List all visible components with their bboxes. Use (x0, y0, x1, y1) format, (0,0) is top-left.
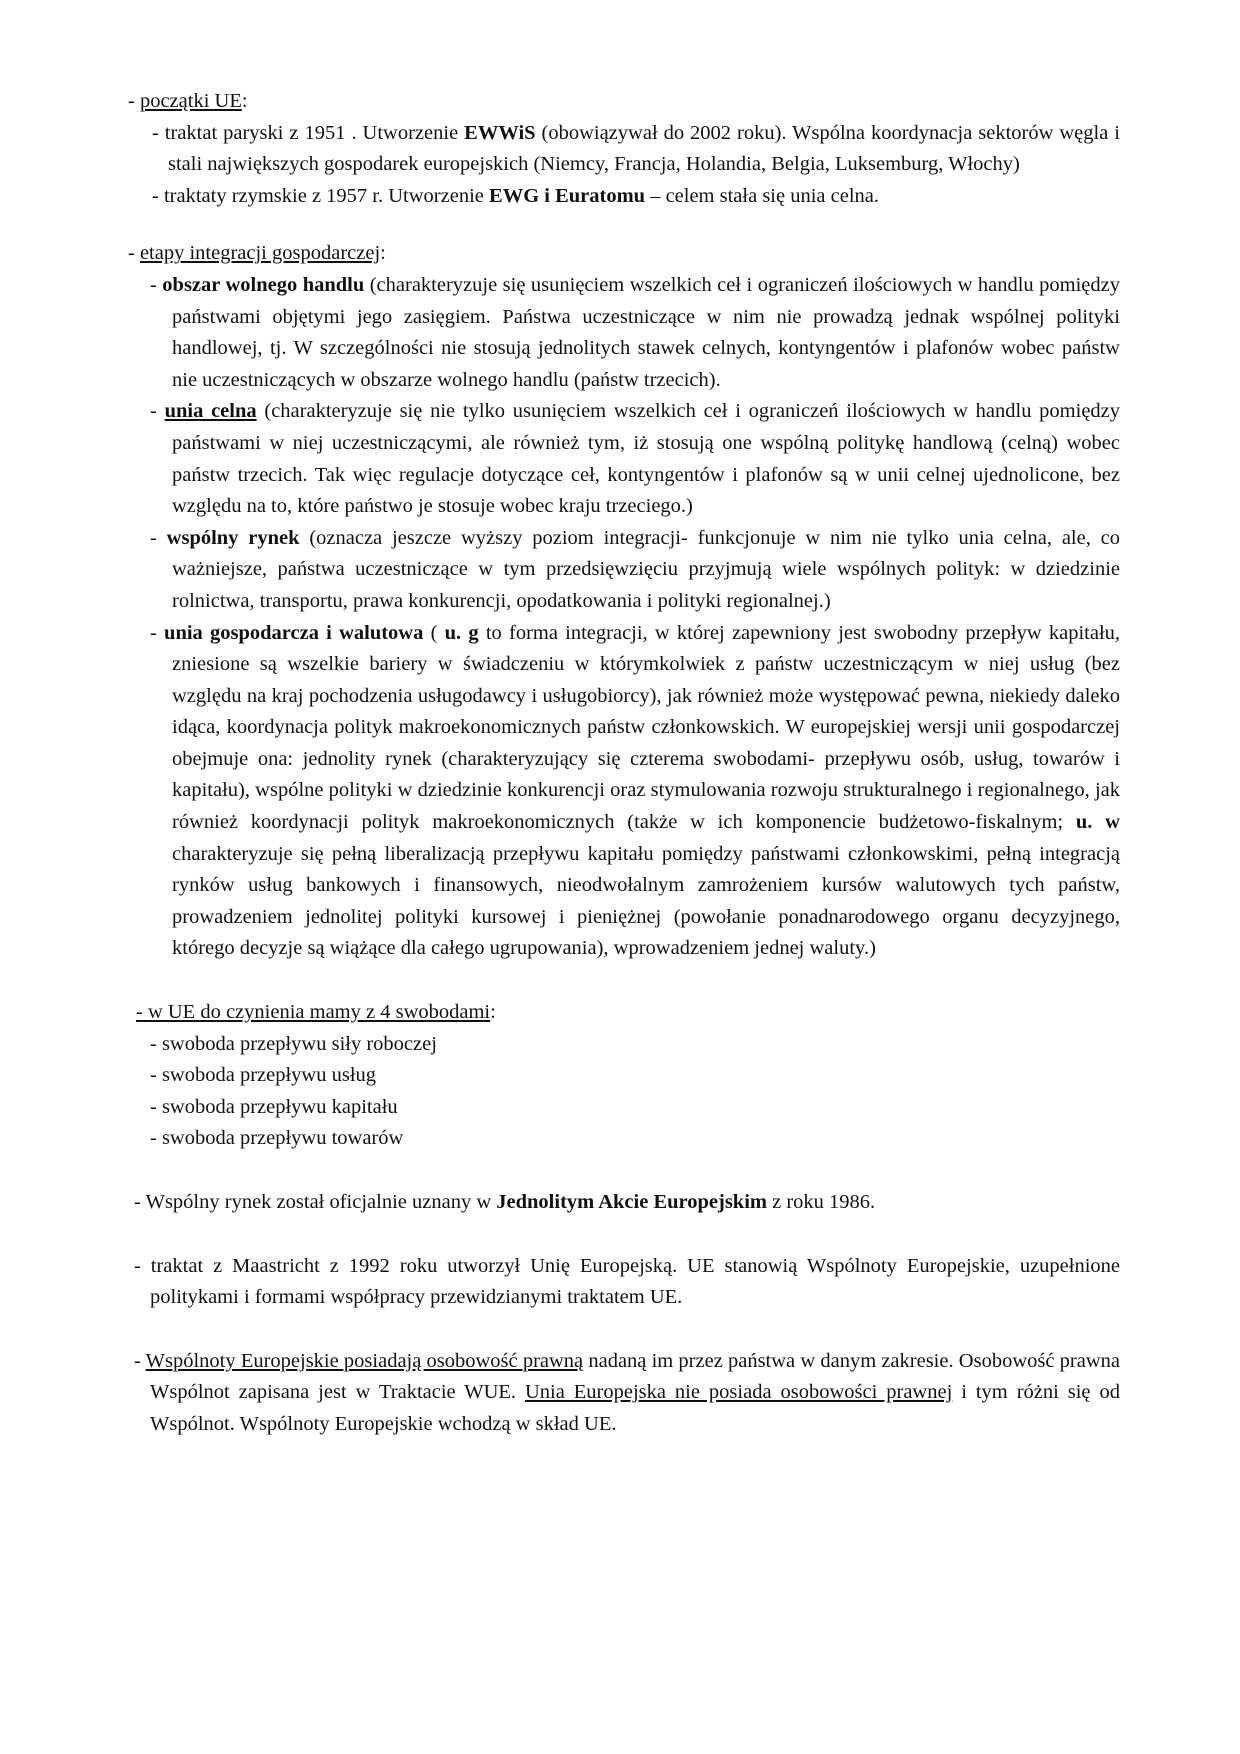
term-wspolny-rynek: wspólny rynek (166, 526, 300, 549)
list-dash: - (150, 400, 157, 423)
traktat-paryski-lead: traktat paryski z 1951 . Utworzenie (164, 121, 465, 144)
osobowosc-plain-1: nadaną im przez państwa w danym zakresie. Osobowość prawna Wspólnot zapisana jest w Traktacie WUE. (150, 1349, 1120, 1404)
heading-poczatki-ue-label: początki UE (139, 90, 242, 112)
obszar-wolnego-handlu-body: (charakteryzuje się usunięciem wszelkich ceł i ograniczeń ilościowych w handlu pomiędzy państwami objętymi jego zasięgiem. Państwa uczestniczące w nim nie prowadzą jednak wspólnej polityki handlowej, tj. W szczególności nie stosują jednolitych stawek celnych, kontyngentów i plafonów wobec państw nie uczestniczących w obszarze wolnego handlu (państw trzecich). (172, 273, 1120, 391)
heading-colon: : (380, 242, 386, 265)
paragraph-wspolny-rynek (128, 523, 1120, 618)
list-item-swoboda-uslug: - swoboda przepływu usług (150, 1064, 377, 1087)
unia-gospodarcza-body-part1: to forma integracji, w której zapewniony jest swobodny przepływ kapitału, zniesione są wszelkie bariery w świadczeniu w którymkolwiek z państw uczestniczącym w niej usług (bez względu na kraj pochodzenia usługodawcy i usługobiorcy), jak również może występować pewna, niekiedy daleko idąca, koordynacja polityk makroekonomicznych państw członkowskich. W europejskiej wersji unii gospodarczej obejmuje ona: jednolity rynek (charakteryzujący się czterema swobodami- przepływu osób, usług, towarów i kapitału), wspólne polityki w dziedzinie konkurencji oraz stymulowania rozwoju strukturalnego i regionalnego, jak również koordynacji polityk makroekonomicznych (także w ich komponencie budżetowo-fiskalnym; (172, 621, 1121, 834)
osobowosc-underlined-wspolnoty: Wspólnoty Europejskie posiadają osobowość prawną (145, 1349, 584, 1372)
abbr-unia-gospodarcza: u. g (444, 621, 479, 644)
wspolny-rynek-body: (oznacza jeszcze wyższy poziom integracji- funkcjonuje w nim nie tylko unia celna, ale, co ważniejsze, państwa uczestniczące w tym przedsięwzięciu przyjmują wiele wspólnych polityk: w dziedzinie rolnictwa, transportu, prawa konkurencji, opodatkowania i polityki regionalnej.) (172, 526, 1121, 612)
term-unia-celna: unia celna (164, 400, 257, 423)
paragraph-traktaty-rzymskie (128, 181, 1120, 213)
paragraph-unia-celna (128, 396, 1120, 522)
spacer (128, 1314, 1120, 1346)
list-item-swoboda-sily-roboczej: - swoboda przepływu siły roboczej (150, 1032, 437, 1055)
heading-colon: : (241, 90, 248, 112)
paragraph-unia-gospodarcza-walutowa (128, 618, 1120, 966)
spacer (128, 1219, 1120, 1251)
document-body (128, 86, 1120, 1441)
list-dash: - (152, 184, 159, 207)
term-obszar-wolnego-handlu: obszar wolnego handlu (162, 273, 365, 296)
spacer (128, 1155, 1120, 1187)
list-dash: - (134, 1191, 141, 1213)
spacer (128, 965, 1120, 997)
paragraph-traktat-paryski (128, 118, 1120, 181)
paragraph-osobowosc-prawna (128, 1346, 1120, 1441)
traktaty-rzymskie-lead: traktaty rzymskie z 1957 r. Utworzenie (163, 184, 490, 207)
heading-etapy-integracji (128, 238, 1120, 270)
ewwis-term: EWWiS (464, 121, 536, 144)
list-dash: - (134, 1349, 141, 1372)
list-dash: - (150, 273, 157, 296)
open-paren: ( (423, 621, 445, 644)
term-unia-gospodarcza-walutowa: unia gospodarcza i walutowa (164, 621, 424, 644)
heading-cztery-swobody (128, 997, 1120, 1029)
osobowosc-plain-2: i tym różni się od Wspólnot. Wspólnoty Europejskie wchodzą w skład UE. (150, 1381, 1120, 1435)
traktat-paryski-rest: (obowiązywał do 2002 roku). Wspólna koordynacja sektorów węgla i stali największych gospodarek europejskich (Niemcy, Francja, Holandia, Belgia, Luksemburg, Włochy) (168, 121, 1120, 176)
list-item-swoboda-kapitalu: - swoboda przepływu kapitału (150, 1095, 398, 1118)
list-item-swoboda-towarow: - swoboda przepływu towarów (150, 1127, 404, 1150)
traktat-maastricht-text: traktat z Maastricht z 1992 roku utworzył Unię Europejską. UE stanowią Wspólnoty Europejskie, uzupełnione politykami i formami współpracy przewidzianymi traktatem UE. (150, 1254, 1121, 1309)
abbr-unia-walutowa: u. w (1075, 811, 1120, 834)
heading-cztery-swobody-underline (136, 1001, 490, 1023)
heading-etapy-integracji-label: etapy integracji gospodarczej (139, 242, 381, 265)
heading-dash: - (128, 242, 135, 265)
heading-poczatki-ue (128, 86, 1120, 118)
list-dash: - (152, 121, 159, 144)
heading-cztery-swobody-label: w UE do czynienia mamy z 4 swobodami (147, 1001, 491, 1024)
list-dash: - (134, 1254, 141, 1277)
jednolity-akt-lead: Wspólny rynek został oficjalnie uznany w (145, 1191, 497, 1213)
paragraph-jednolity-akt-europejski (128, 1187, 1120, 1219)
heading-dash: - (128, 90, 135, 112)
traktaty-rzymskie-rest: – celem stała się unia celna. (645, 184, 880, 207)
term-jednolity-akt-europejski: Jednolitym Akcie Europejskim (496, 1191, 767, 1213)
jednolity-akt-rest: z roku 1986. (766, 1191, 876, 1213)
list-dash: - (150, 621, 157, 644)
list-dash: - (150, 526, 157, 549)
paragraph-obszar-wolnego-handlu (128, 270, 1120, 396)
ewg-euratom-term: EWG i Euratomu (489, 184, 646, 207)
spacer (128, 212, 1120, 238)
heading-colon: : (490, 1001, 496, 1024)
osobowosc-underlined-unia: Unia Europejska nie posiada osobowości prawnej (524, 1381, 953, 1404)
unia-gospodarcza-body-part2: charakteryzuje się pełną liberalizacją przepływu kapitału pomiędzy państwami członkowskimi, pełną integracją rynków usług bankowych i finansowych, nieodwołalnym zamrożeniem kursów walutowych tych państw, prowadzeniem jednolitej polityki kursowej i pieniężnej (powołanie ponadnarodowego organu decyzyjnego, którego decyzje są wiążące dla całego ugrupowania), wprowadzeniem jednej waluty.) (172, 842, 1120, 960)
paragraph-traktat-maastricht (128, 1251, 1120, 1314)
unia-celna-body: (charakteryzuje się nie tylko usunięciem wszelkich ceł i ograniczeń ilościowych w handlu pomiędzy państwami w niej uczestniczącymi, ale również tym, iż stosują one wspólną politykę handlową (celną) wobec państw trzecich. Tak więc regulacje dotyczące ceł, kontyngentów i plafonów są w unii celnej ujednolicone, bez względu na to, które państwo je stosuje wobec kraju trzeciego.) (172, 400, 1121, 518)
heading-dash: - (136, 1001, 143, 1024)
